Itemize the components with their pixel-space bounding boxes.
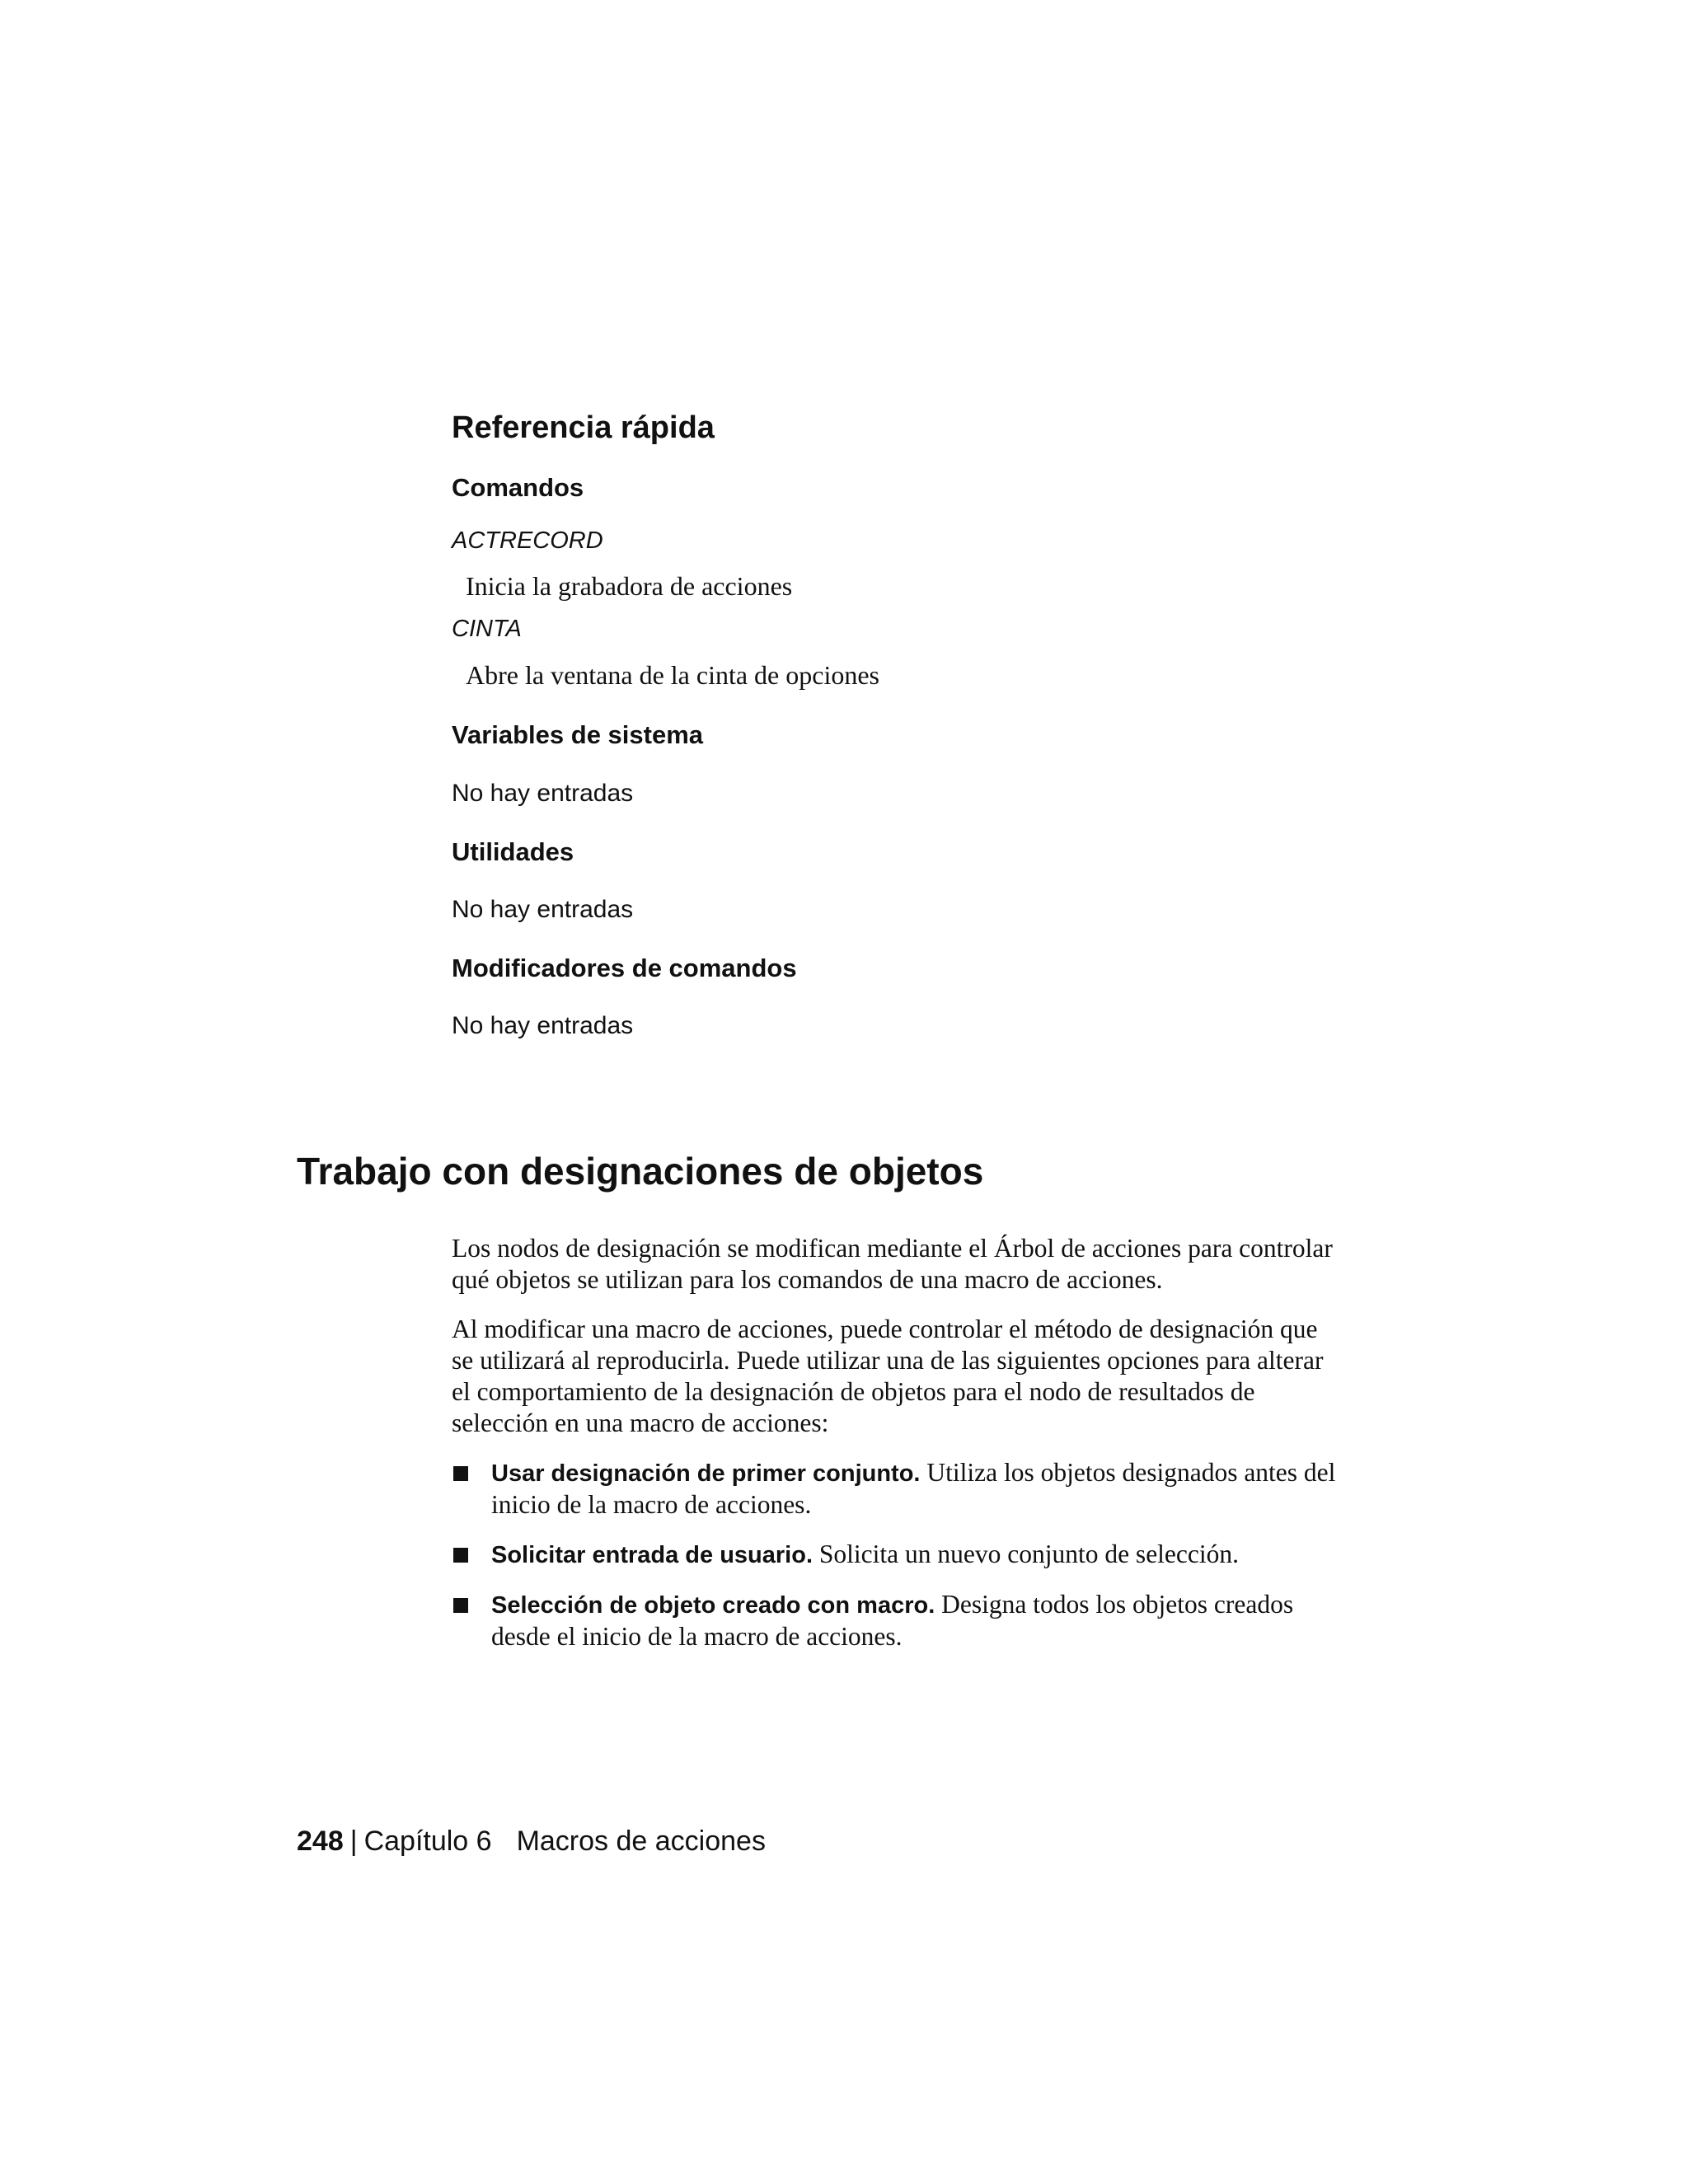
list-item-lead: Usar designación de primer conjunto.: [491, 1460, 921, 1487]
options-list: [452, 1457, 1342, 1652]
list-item-lead: Solicitar entrada de usuario.: [491, 1542, 813, 1568]
chapter-label: Capítulo 6: [363, 1825, 492, 1857]
quick-reference-title: Referencia rápida: [452, 410, 715, 445]
section-title: Trabajo con designaciones de objetos: [297, 1150, 984, 1193]
square-bullet-icon: [453, 1466, 468, 1481]
command-name: CINTA: [452, 616, 522, 643]
footer-separator: |: [349, 1825, 358, 1857]
list-item: [452, 1589, 1342, 1652]
command-description: Abre la ventana de la cinta de opciones: [466, 659, 879, 690]
utilities-text: No hay entradas: [452, 895, 634, 923]
list-item: [452, 1457, 1342, 1521]
list-item-text: Utiliza los objetos designados antes del inicio de la macro de acciones.: [491, 1458, 1336, 1519]
commands-heading: Comandos: [452, 472, 584, 502]
modifiers-text: No hay entradas: [452, 1012, 634, 1040]
list-item: [452, 1539, 1342, 1571]
command-entry: [452, 526, 1334, 604]
list-item-text: Designa todos los objetos creados desde el inicio de la macro de acciones.: [491, 1590, 1294, 1651]
quick-reference: [452, 409, 1334, 1042]
page-footer: [297, 1825, 766, 1858]
chapter-title: Macros de acciones: [516, 1825, 766, 1857]
paragraph: Al modificar una macro de acciones, puede controlar el método de designación que se utilizará al reproducirla. Puede utilizar una de las siguientes opciones para alterar el comportamiento de la designación de objetos para el nodo de resultados de selección en una macro de acciones:: [452, 1315, 1324, 1437]
modifiers-heading: Modificadores de comandos: [452, 953, 797, 982]
square-bullet-icon: [453, 1548, 468, 1563]
utilities-heading: Utilidades: [452, 837, 574, 866]
square-bullet-icon: [453, 1598, 468, 1613]
system-variables-text: No hay entradas: [452, 779, 634, 807]
list-item-text: Solicita un nuevo conjunto de selección.: [813, 1540, 1239, 1568]
list-item-lead: Selección de objeto creado con macro.: [491, 1592, 935, 1619]
command-name: ACTRECORD: [452, 527, 603, 554]
command-description: Inicia la grabadora de acciones: [466, 571, 793, 602]
command-entry: [452, 614, 1334, 692]
page-number: 248: [297, 1825, 344, 1857]
section-body: [452, 1233, 1342, 1671]
system-variables-heading: Variables de sistema: [452, 720, 704, 750]
paragraph: Los nodos de designación se modifican mediante el Árbol de acciones para controlar qué objetos se utilizan para los comandos de una macro de acciones.: [452, 1234, 1333, 1294]
